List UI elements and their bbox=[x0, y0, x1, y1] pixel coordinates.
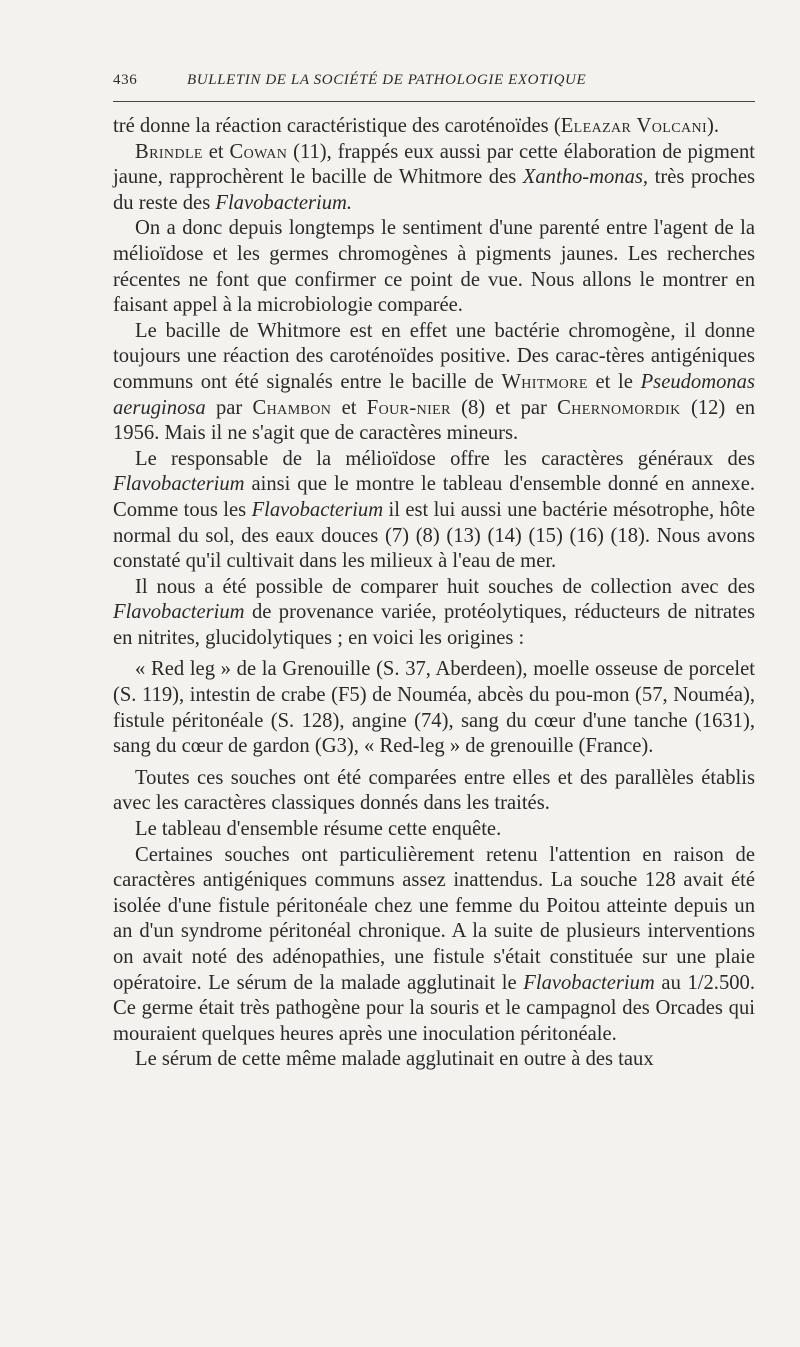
paragraph-11: Le sérum de cette même malade agglutinait en outre à des taux bbox=[135, 1048, 654, 1071]
paragraph-10: Certaines souches ont particulièrement retenu l'attention en raison de caractères antigéniques communs assez inattendus. La souche 128 avait été isolée d'une fistule péritonéale chez une femme du Poitou atteinte depuis un an d'un syndrome péritonéal chronique. A la suite de plusieurs interventions on avait noté des adénopathies, une fistule s'était constituée sur une plaie opératoire. Le sérum de la malade agglutinait le Flavobacterium au 1/2.500. Ce germe était très pathogène pour la souris et le campagnol des Orcades qui mouraient quelques heures après une inoculation péritonéale. bbox=[113, 843, 755, 1045]
paragraph-8: Toutes ces souches ont été comparées entre elles et des parallèles établis avec les caractères classiques donnés dans les traités. bbox=[113, 766, 755, 815]
taxon-name: Flavobacterium bbox=[113, 473, 245, 496]
header-rule bbox=[113, 101, 755, 102]
paragraph-1: tré donne la réaction caractéristique des caroténoïdes (Eleazar Volcani). bbox=[113, 115, 720, 137]
author-name: Whitmore bbox=[501, 370, 588, 393]
paragraph-7: « Red leg » de la Grenouille (S. 37, Aberdeen), moelle osseuse de porcelet (S. 119), intestin de crabe (F5) de Nouméa, abcès du pou-mon (57, Nouméa), fistule péritonéale (S. 128), angine (74), sang du cœur d'une tanche (1631), sang du cœur de gardon (G3), « Red-leg » de grenouille (France). bbox=[113, 658, 755, 758]
page-number: 436 bbox=[113, 72, 138, 88]
taxon-name: Pseudomonas aeruginosa bbox=[113, 370, 755, 419]
paragraph-2: Brindle et Cowan (11), frappés eux aussi par cette élaboration de pigment jaune, rapprochèrent le bacille de Whitmore des Xantho-monas, très proches du reste des Flavobacterium. bbox=[113, 140, 755, 214]
taxon-name: Flavobacterium bbox=[523, 971, 655, 994]
paragraph-9: Le tableau d'ensemble résume cette enquête. bbox=[135, 818, 502, 841]
author-name: Eleazar Volcani bbox=[560, 115, 708, 137]
taxon-name: Xantho-monas, bbox=[522, 166, 649, 189]
author-name: Four-nier bbox=[366, 396, 451, 419]
taxon-name: Flavobacterium bbox=[113, 601, 245, 624]
paragraph-6: Il nous a été possible de comparer huit souches de collection avec des Flavobacterium de provenance variée, protéolytiques, réducteurs de nitrates en nitrites, glucidolytiques ; en voici les origines : bbox=[113, 575, 755, 649]
paragraph-3: On a donc depuis longtemps le sentiment d'une parenté entre l'agent de la mélioïdose et les germes chromogènes à pigments jaunes. Les recherches récentes ne font que confirmer ce point de vue. Nous allons le montrer en faisant appel à la microbiologie comparée. bbox=[113, 217, 755, 317]
author-name: Chernomordik bbox=[557, 396, 681, 419]
paragraph-4: Le bacille de Whitmore est en effet une bactérie chromogène, il donne toujours une réaction des caroténoïdes positive. Des carac-tères antigéniques communs ont été signalés entre le bacille de Whitmore et le Pseudomonas aeruginosa par Chambon et Four-nier (8) et par Chernomordik (12) en 1956. Mais il ne s'agit que de caractères mineurs. bbox=[113, 319, 756, 445]
taxon-name: Flavobacterium bbox=[251, 498, 384, 521]
taxon-name: Flavobacterium. bbox=[215, 191, 353, 214]
author-name: Cowan bbox=[229, 140, 288, 163]
body-text bbox=[113, 114, 755, 1073]
journal-title: BULLETIN DE LA SOCIÉTÉ DE PATHOLOGIE EXOTIQUE bbox=[187, 72, 587, 88]
author-name: Chambon bbox=[252, 396, 332, 419]
author-name: Brindle bbox=[135, 140, 203, 163]
paragraph-5: Le responsable de la mélioïdose offre les caractères généraux des Flavobacterium ainsi que le montre le tableau d'ensemble donné en annexe. Comme tous les Flavobacterium il est lui aussi une bactérie mésotrophe, hôte normal du sol, des eaux douces (7) (8) (13) (14) (15) (16) (18). Nous avons constaté qu'il cultivait dans les milieux à l'eau de mer. bbox=[113, 447, 755, 573]
